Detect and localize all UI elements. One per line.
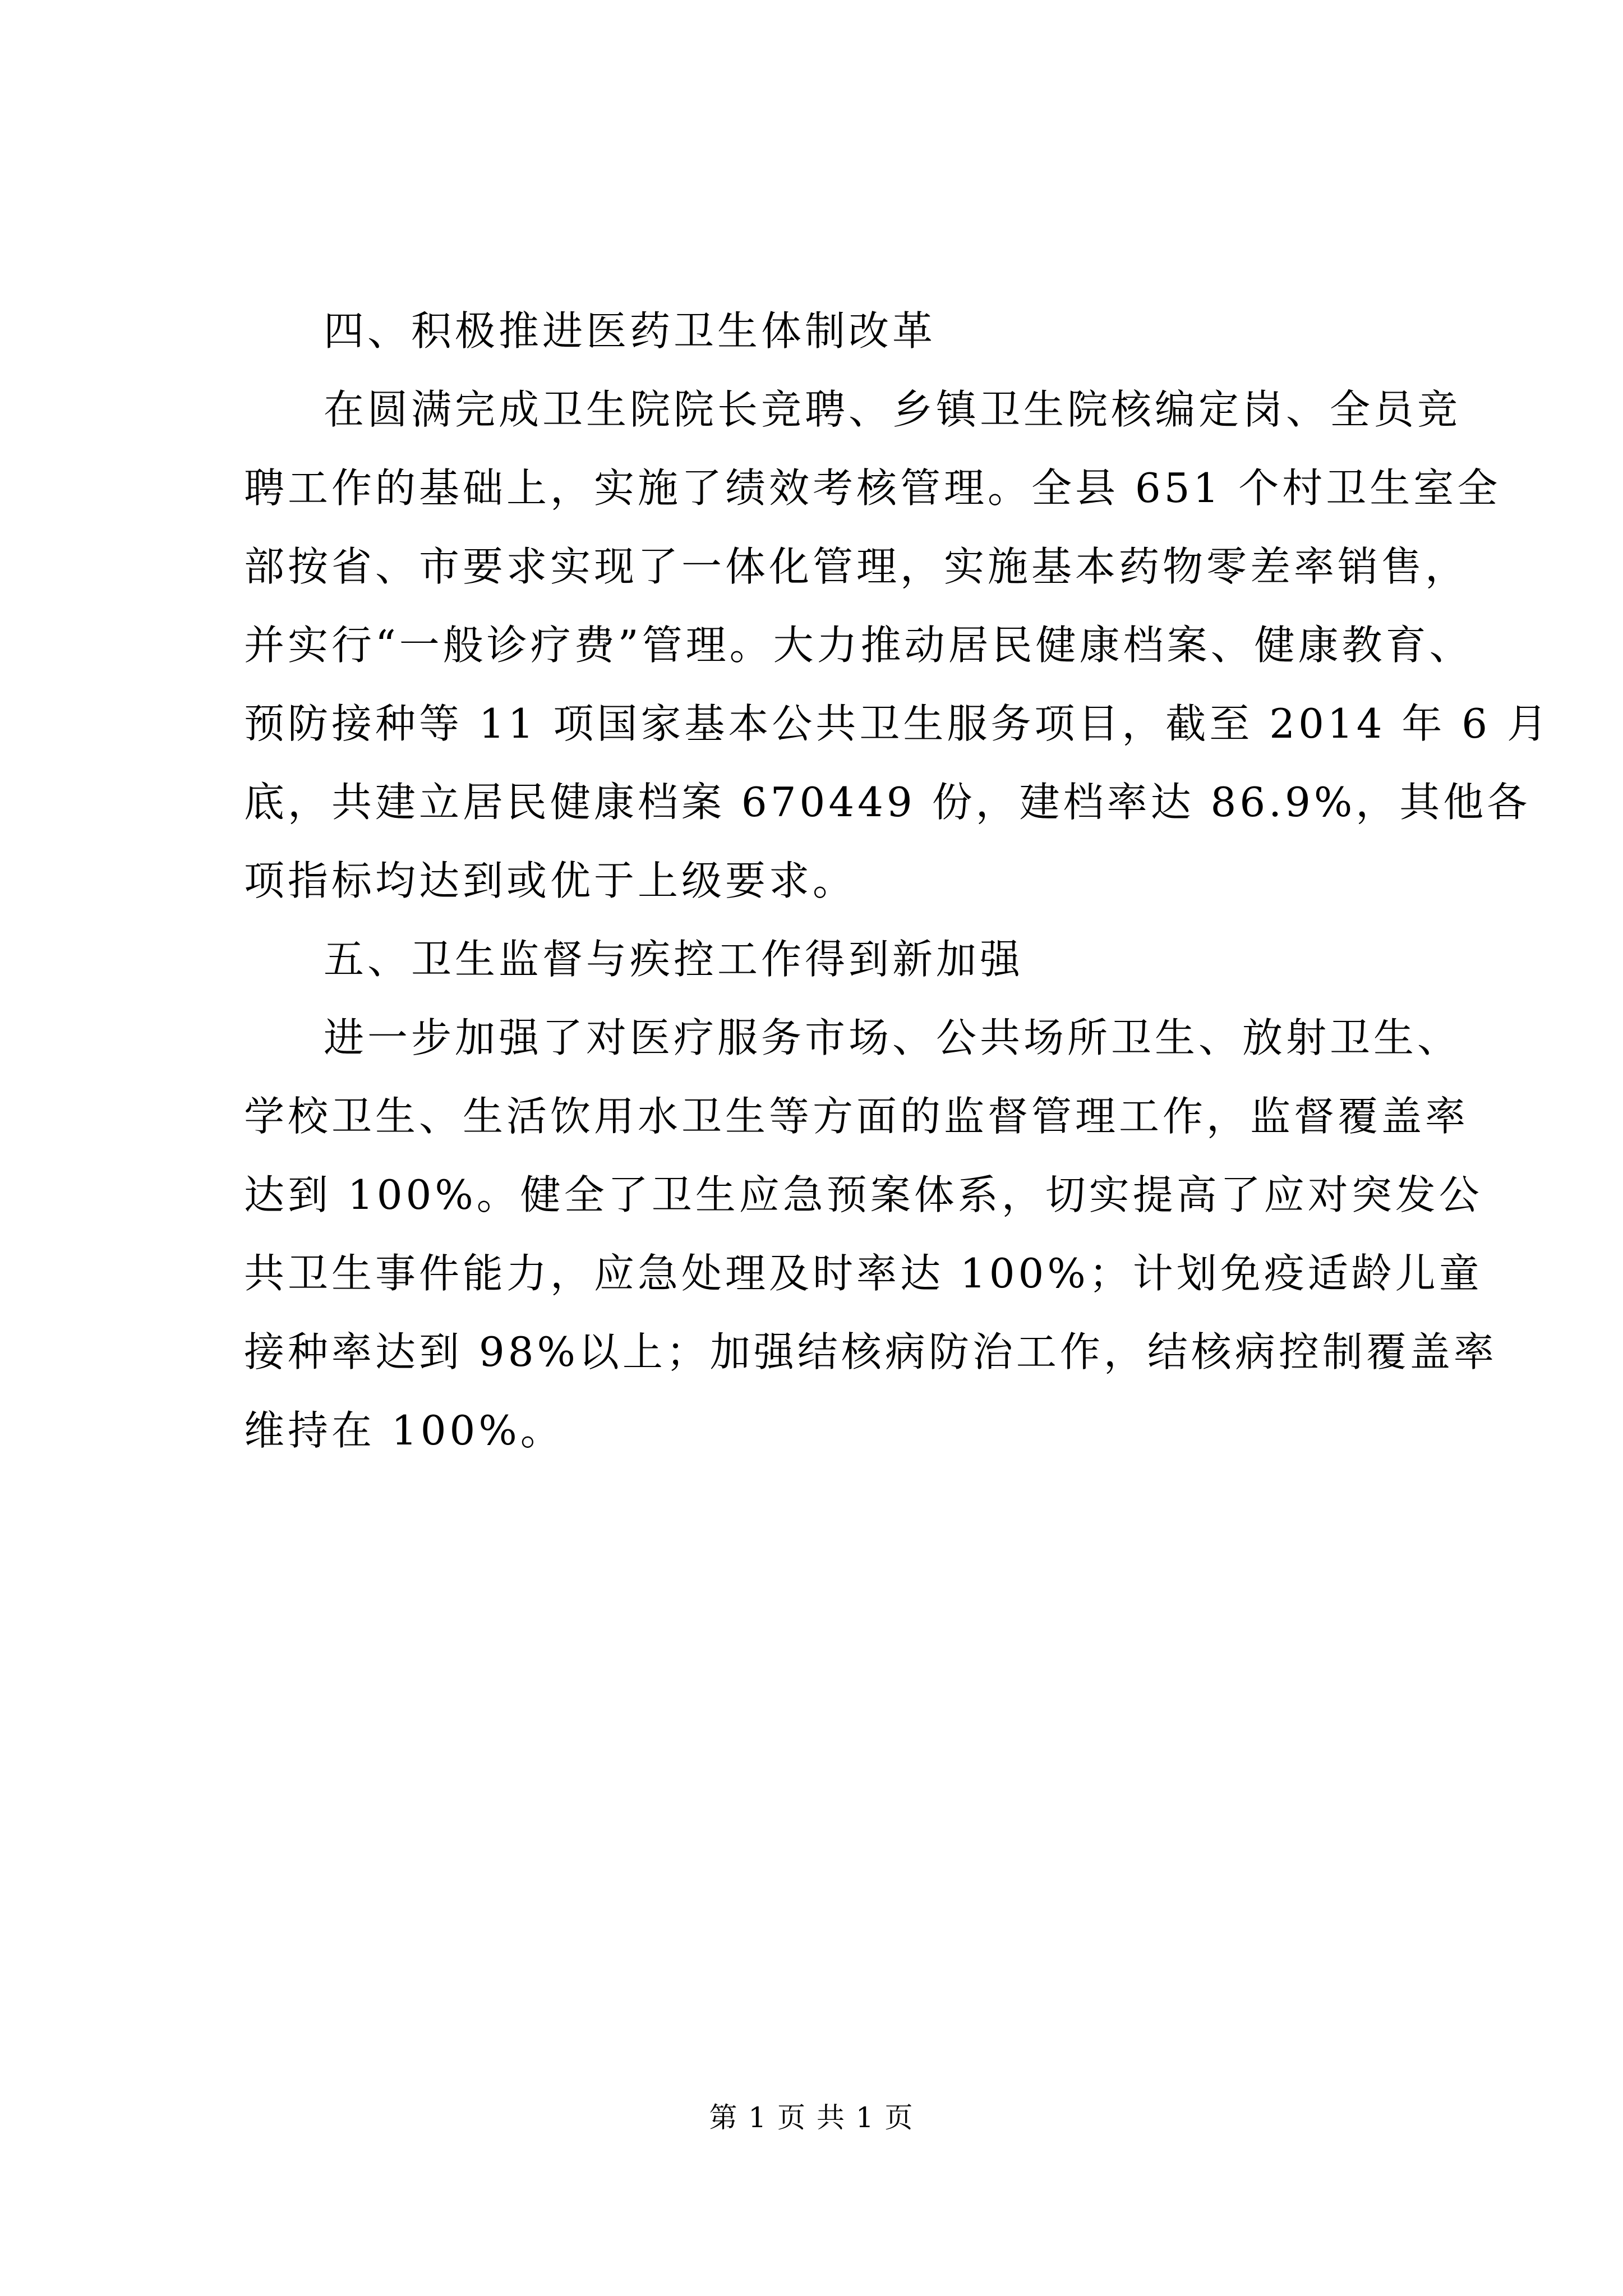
paragraph-line: 共卫生事件能力，应急处理及时率达 100%；计划免疫适龄儿童 bbox=[244, 1250, 1483, 1297]
paragraph-line: 达到 100%。健全了卫生应急预案体系，切实提高了应对突发公 bbox=[244, 1171, 1483, 1218]
paragraph-line: 并实行“一般诊疗费”管理。大力推动居民健康档案、健康教育、 bbox=[244, 622, 1473, 669]
paragraph-line: 进一步加强了对医疗服务市场、公共场所卫生、放射卫生、 bbox=[324, 1014, 1461, 1061]
paragraph-line: 在圆满完成卫生院院长竞聘、乡镇卫生院核编定岗、全员竞 bbox=[324, 386, 1461, 433]
section-heading-5: 五、卫生监督与疾控工作得到新加强 bbox=[324, 936, 1024, 983]
paragraph-line: 接种率达到 98%以上；加强结核病防治工作，结核病控制覆盖率 bbox=[244, 1328, 1497, 1375]
paragraph-line: 维持在 100%。 bbox=[244, 1407, 564, 1454]
paragraph-line: 底，共建立居民健康档案 670449 份，建档率达 86.9%，其他各 bbox=[244, 779, 1531, 826]
document-body bbox=[244, 292, 1551, 1470]
paragraph-line: 项指标均达到或优于上级要求。 bbox=[244, 857, 857, 904]
page-number-footer: 第 1 页 共 1 页 bbox=[709, 2101, 914, 2134]
paragraph-line: 聘工作的基础上，实施了绩效考核管理。全县 651 个村卫生室全 bbox=[244, 464, 1501, 512]
paragraph-line: 预防接种等 11 项国家基本公共卫生服务项目，截至 2014 年 6 月 bbox=[244, 700, 1551, 747]
section-heading-4: 四、积极推进医药卫生体制改革 bbox=[324, 307, 937, 355]
paragraph-line: 学校卫生、生活饮用水卫生等方面的监督管理工作，监督覆盖率 bbox=[244, 1093, 1469, 1140]
paragraph-line: 部按省、市要求实现了一体化管理，实施基本药物零差率销售， bbox=[244, 543, 1469, 590]
